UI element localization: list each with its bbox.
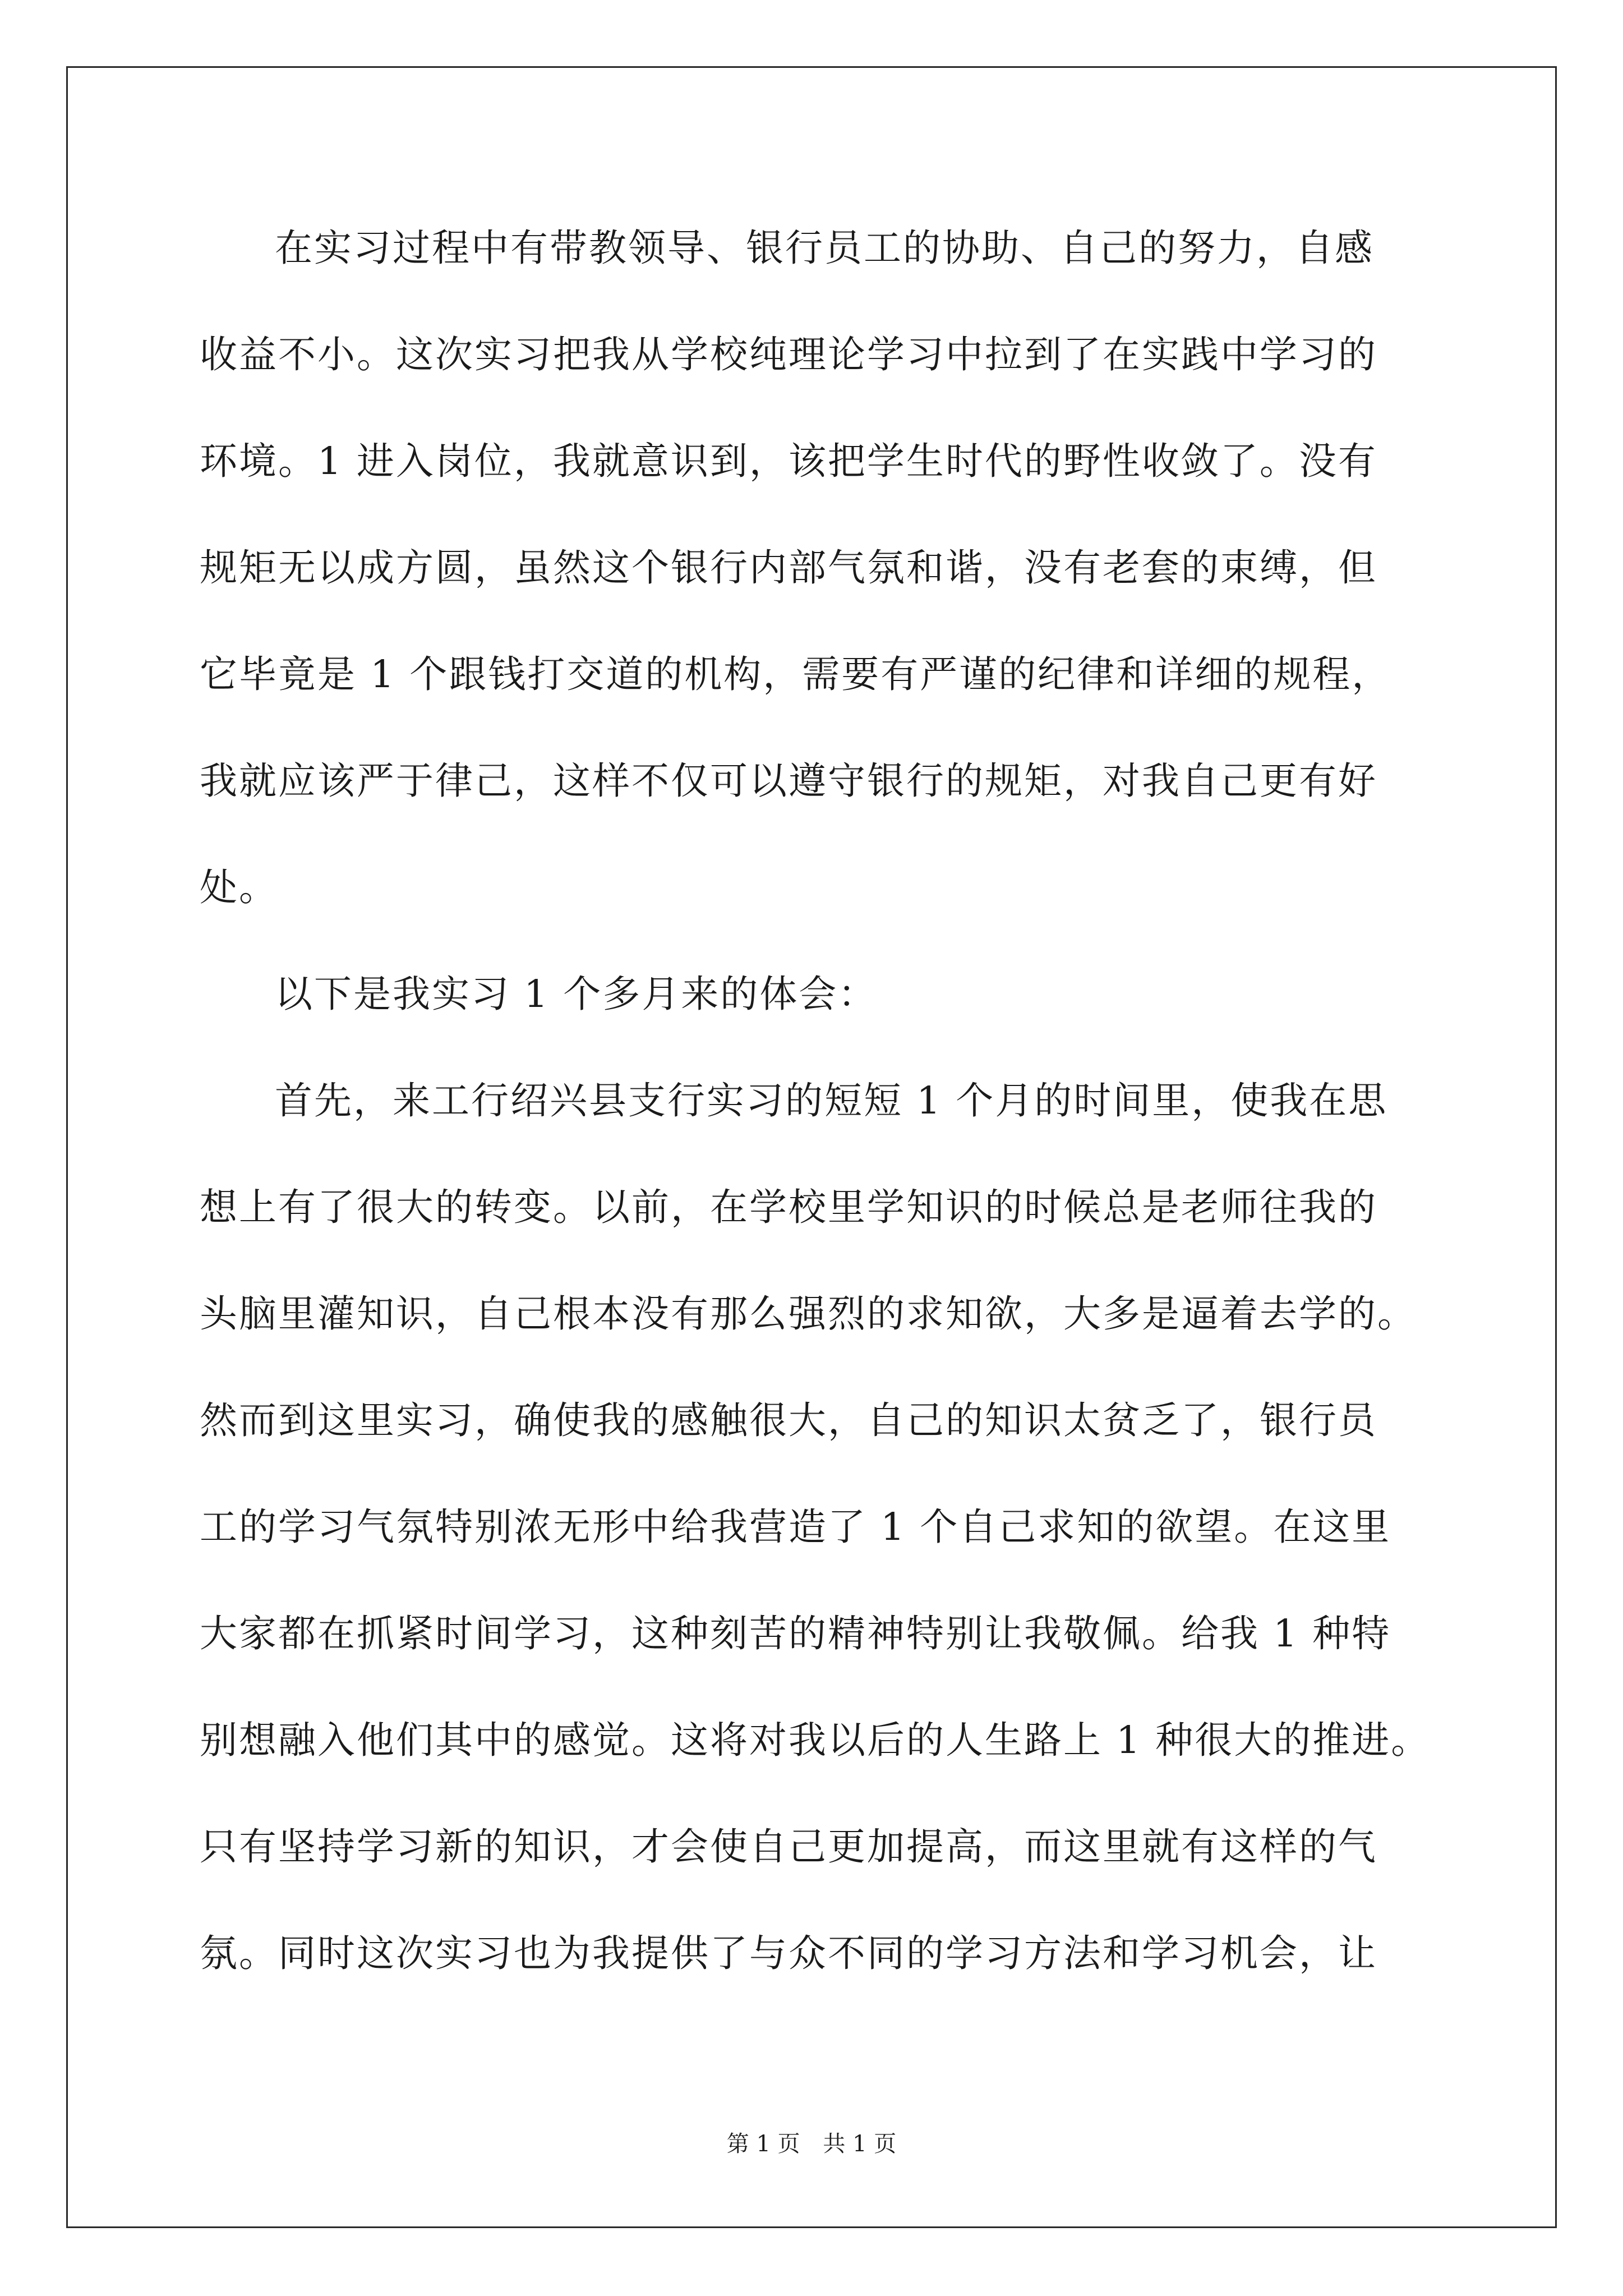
text-line: 工的学习气氛特别浓无形中给我营造了 1 个自己求知的欲望。在这里 <box>200 1505 1391 1549</box>
text-line: 想上有了很大的转变。以前，在学校里学知识的时候总是老师往我的 <box>200 1185 1377 1229</box>
text-line: 首先，来工行绍兴县支行实习的短短 1 个月的时间里，使我在思 <box>275 1079 1388 1122</box>
text-line: 处。 <box>200 866 278 909</box>
text-line: 收益不小。这次实习把我从学校纯理论学习中拉到了在实践中学习的 <box>200 333 1377 376</box>
text-line: 氛。同时这次实习也为我提供了与众不同的学习方法和学习机会，让 <box>200 1931 1377 1975</box>
text-line: 环境。1 进入岗位，我就意识到，该把学生时代的野性收敛了。没有 <box>200 439 1377 483</box>
text-line: 我就应该严于律己，这样不仅可以遵守银行的规矩，对我自己更有好 <box>200 759 1377 803</box>
page-total: 共 1 页 <box>823 2131 897 2157</box>
text-line: 然而到这里实习，确使我的感触很大，自己的知识太贫乏了，银行员 <box>200 1398 1377 1442</box>
page-footer <box>0 2126 1623 2158</box>
text-line: 它毕竟是 1 个跟钱打交道的机构，需要有严谨的纪律和详细的规程， <box>200 652 1391 696</box>
text-line: 头脑里灌知识，自己根本没有那么强烈的求知欲，大多是逼着去学的。 <box>200 1292 1417 1336</box>
page-border <box>66 66 1557 2228</box>
text-line: 规矩无以成方圆，虽然这个银行内部气氛和谐，没有老套的束缚，但 <box>200 546 1377 590</box>
text-line: 只有坚持学习新的知识，才会使自己更加提高，而这里就有这样的气 <box>200 1825 1377 1869</box>
page-number: 第 1 页 <box>726 2131 800 2157</box>
text-line: 大家都在抓紧时间学习，这种刻苦的精神特别让我敬佩。给我 1 种特 <box>200 1612 1391 1655</box>
text-line: 别想融入他们其中的感觉。这将对我以后的人生路上 1 种很大的推进。 <box>200 1718 1431 1762</box>
text-line: 在实习过程中有带教领导、银行员工的协助、自己的努力，自感 <box>275 226 1374 270</box>
text-line: 以下是我实习 1 个多月来的体会： <box>275 972 878 1016</box>
